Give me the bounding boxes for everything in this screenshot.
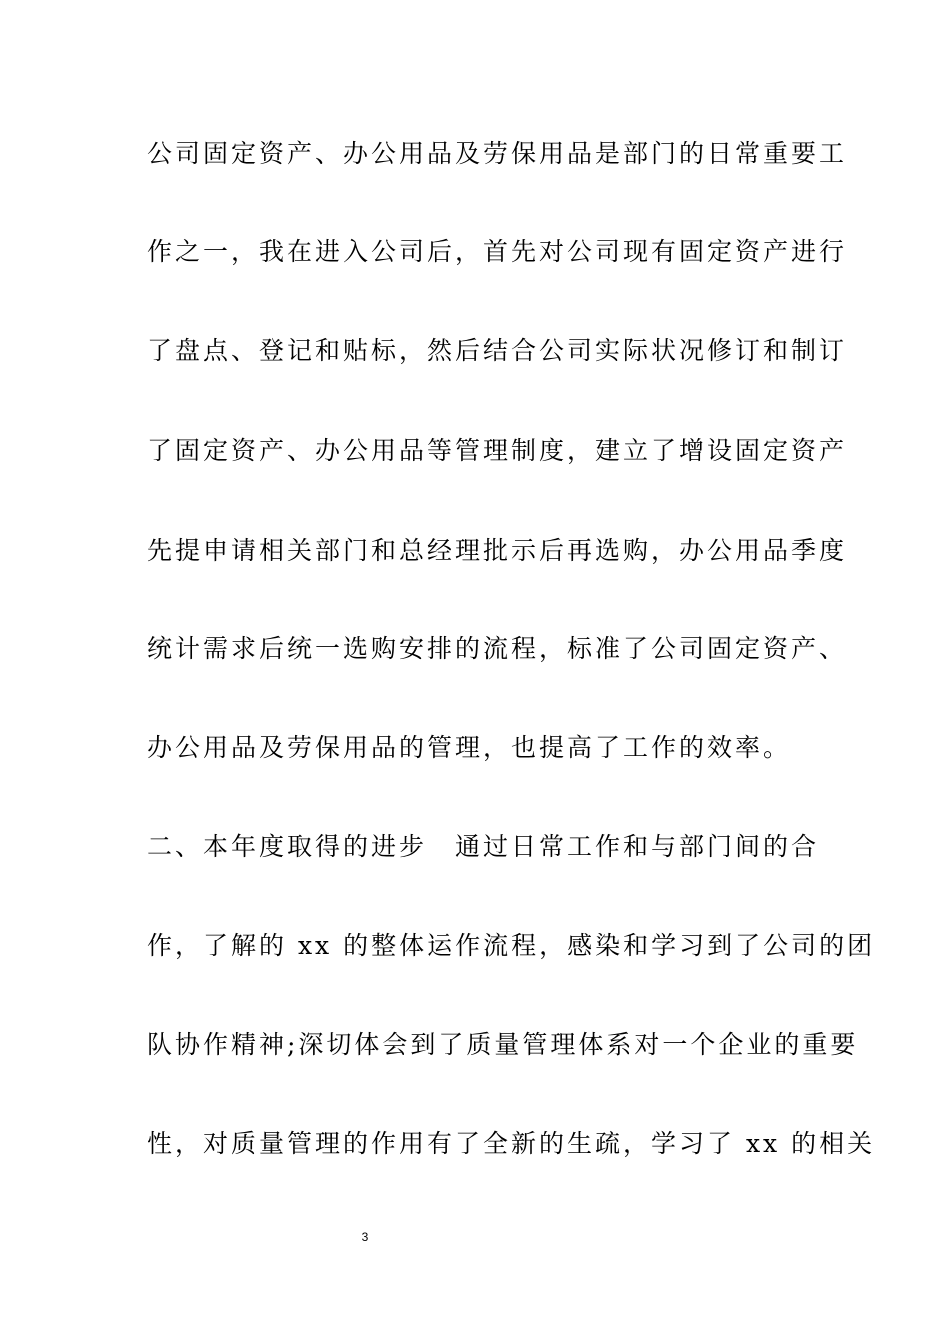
paragraph-line: 作之一，我在进入公司后，首先对公司现有固定资产进行 xyxy=(147,237,848,266)
paragraph-line: 办公用品及劳保用品的管理，也提高了工作的效率。 xyxy=(147,733,792,762)
paragraph-line: 统计需求后统一选购安排的流程，标准了公司固定资产、 xyxy=(147,634,848,663)
paragraph-line: 公司固定资产、办公用品及劳保用品是部门的日常重要工 xyxy=(147,139,848,168)
paragraph-line: 先提申请相关部门和总经理批示后再选购，办公用品季度 xyxy=(147,536,848,565)
paragraph-line: 了盘点、登记和贴标，然后结合公司实际状况修订和制订 xyxy=(147,336,848,365)
paragraph-line: 作，了解的 xx 的整体运作流程，感染和学习到了公司的团 xyxy=(147,931,876,960)
paragraph-line: 二、本年度取得的进步 通过日常工作和与部门间的合 xyxy=(147,832,820,861)
paragraph-line: 了固定资产、办公用品等管理制度，建立了增设固定资产 xyxy=(147,436,848,465)
paragraph-line: 性，对质量管理的作用有了全新的生疏，学习了 xx 的相关 xyxy=(147,1129,876,1158)
paragraph-line: 队协作精神;深切体会到了质量管理体系对一个企业的重要 xyxy=(147,1030,859,1059)
page-number: 3 xyxy=(361,1230,369,1244)
